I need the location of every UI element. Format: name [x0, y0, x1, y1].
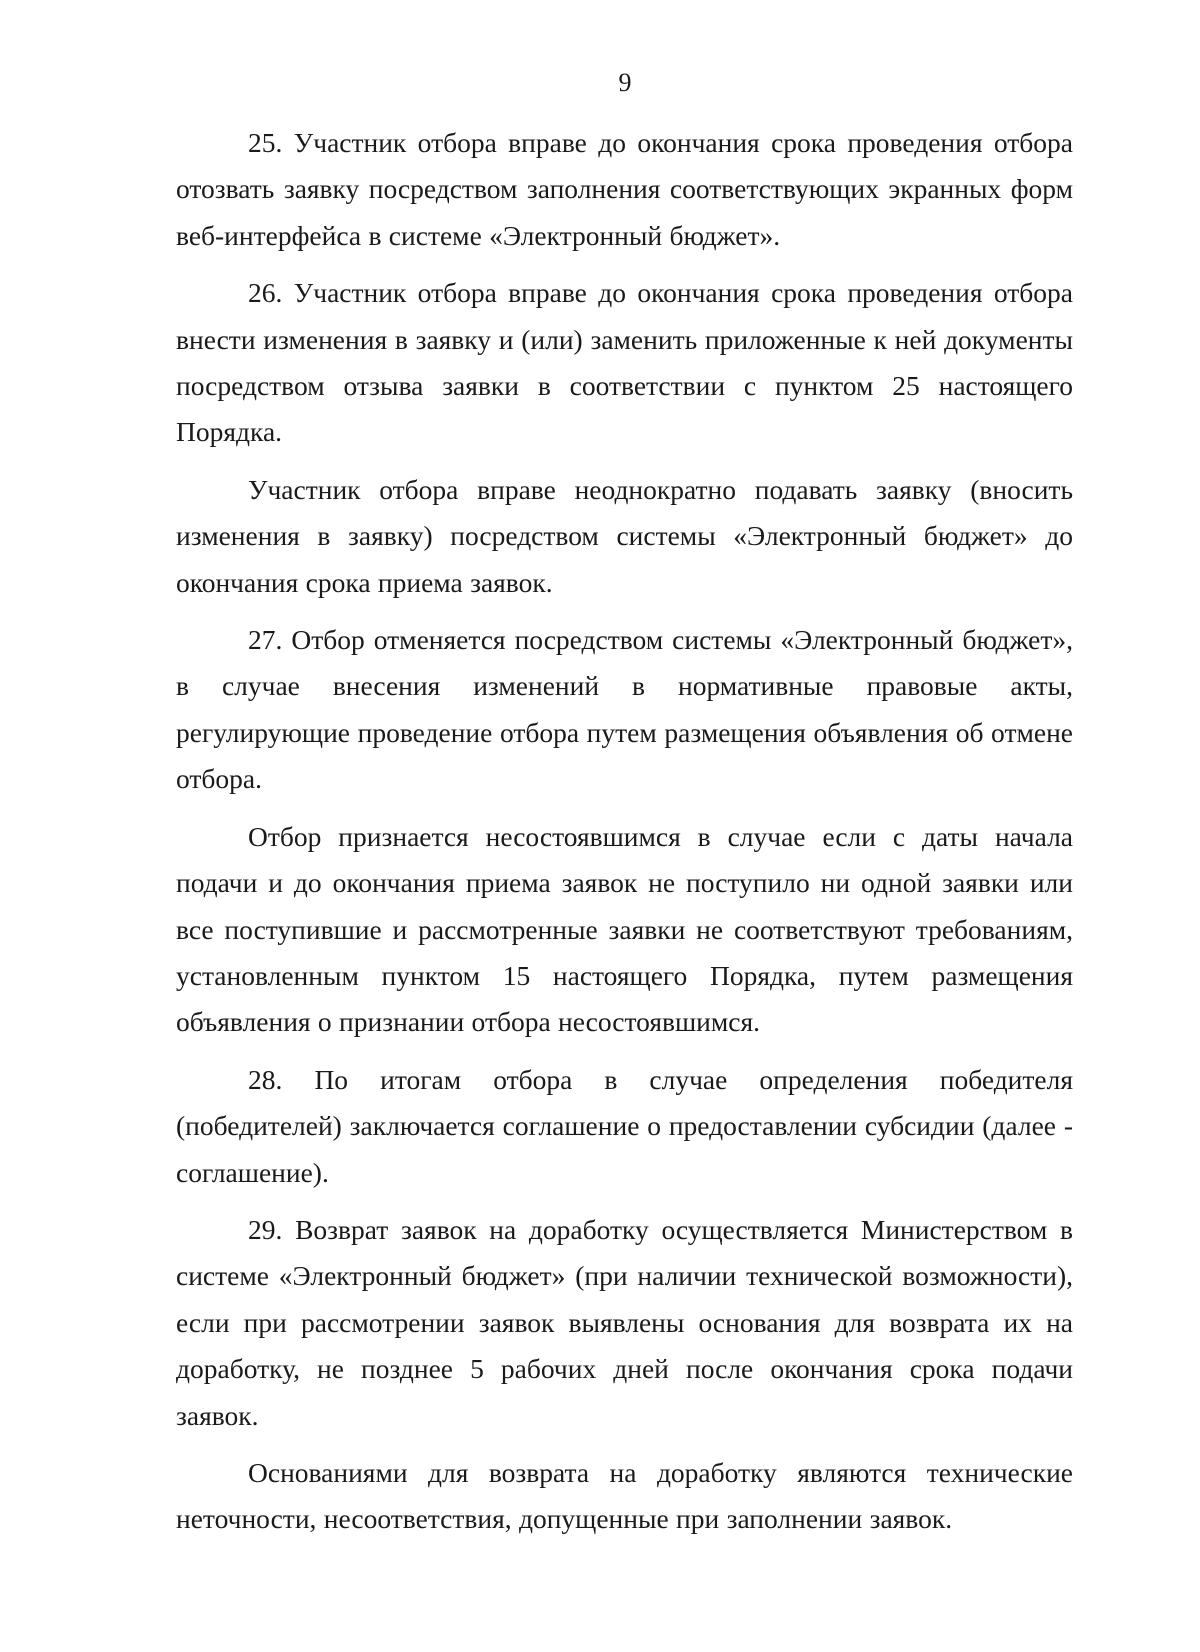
- paragraph-26-continued: Участник отбора вправе неоднократно подавать заявку (вносить изменения в заявку) посредством системы «Электронный бюджет» до окончания срока приема заявок.: [176, 473, 1073, 598]
- paragraph-26: 26. Участник отбора вправе до окончания срока проведения отбора внести изменения в заявку и (или) заменить приложенные к ней документы посредством отзыва заявки в соответствии с пунктом 25 настоящего Порядка.: [176, 277, 1073, 448]
- paragraph-27-continued: Отбор признается несостоявшимся в случае если с даты начала подачи и до окончания приема заявок не поступило ни одной заявки или все поступившие и рассмотренные заявки не соответствуют требованиям, установленным пунктом 15 настоящего Порядка, путем размещения объявления о признании отбора несостоявшимся.: [176, 820, 1073, 1038]
- document-body: [176, 120, 1073, 1554]
- paragraph-29-continued: Основаниями для возврата на доработку являются технические неточности, несоответствия, допущенные при заполнении заявок.: [176, 1456, 1073, 1535]
- paragraph-27: 27. Отбор отменяется посредством системы «Электронный бюджет», в случае внесения изменений в нормативные правовые акты, регулирующие проведение отбора путем размещения объявления об отмене отбора.: [176, 624, 1073, 795]
- paragraph-29: 29. Возврат заявок на доработку осуществляется Министерством в системе «Электронный бюджет» (при наличии технической возможности), если при рассмотрении заявок выявлены основания для возврата их на доработку, не позднее 5 рабочих дней после окончания срока подачи заявок.: [176, 1213, 1073, 1431]
- paragraph-25: 25. Участник отбора вправе до окончания срока проведения отбора отозвать заявку посредством заполнения соответствующих экранных форм веб-интерфейса в системе «Электронный бюджет».: [176, 127, 1073, 251]
- paragraph-28: 28. По итогам отбора в случае определения победителя (победителей) заключается соглашение о предоставлении субсидии (далее - соглашение).: [176, 1063, 1073, 1188]
- page-number: 9: [618, 68, 632, 97]
